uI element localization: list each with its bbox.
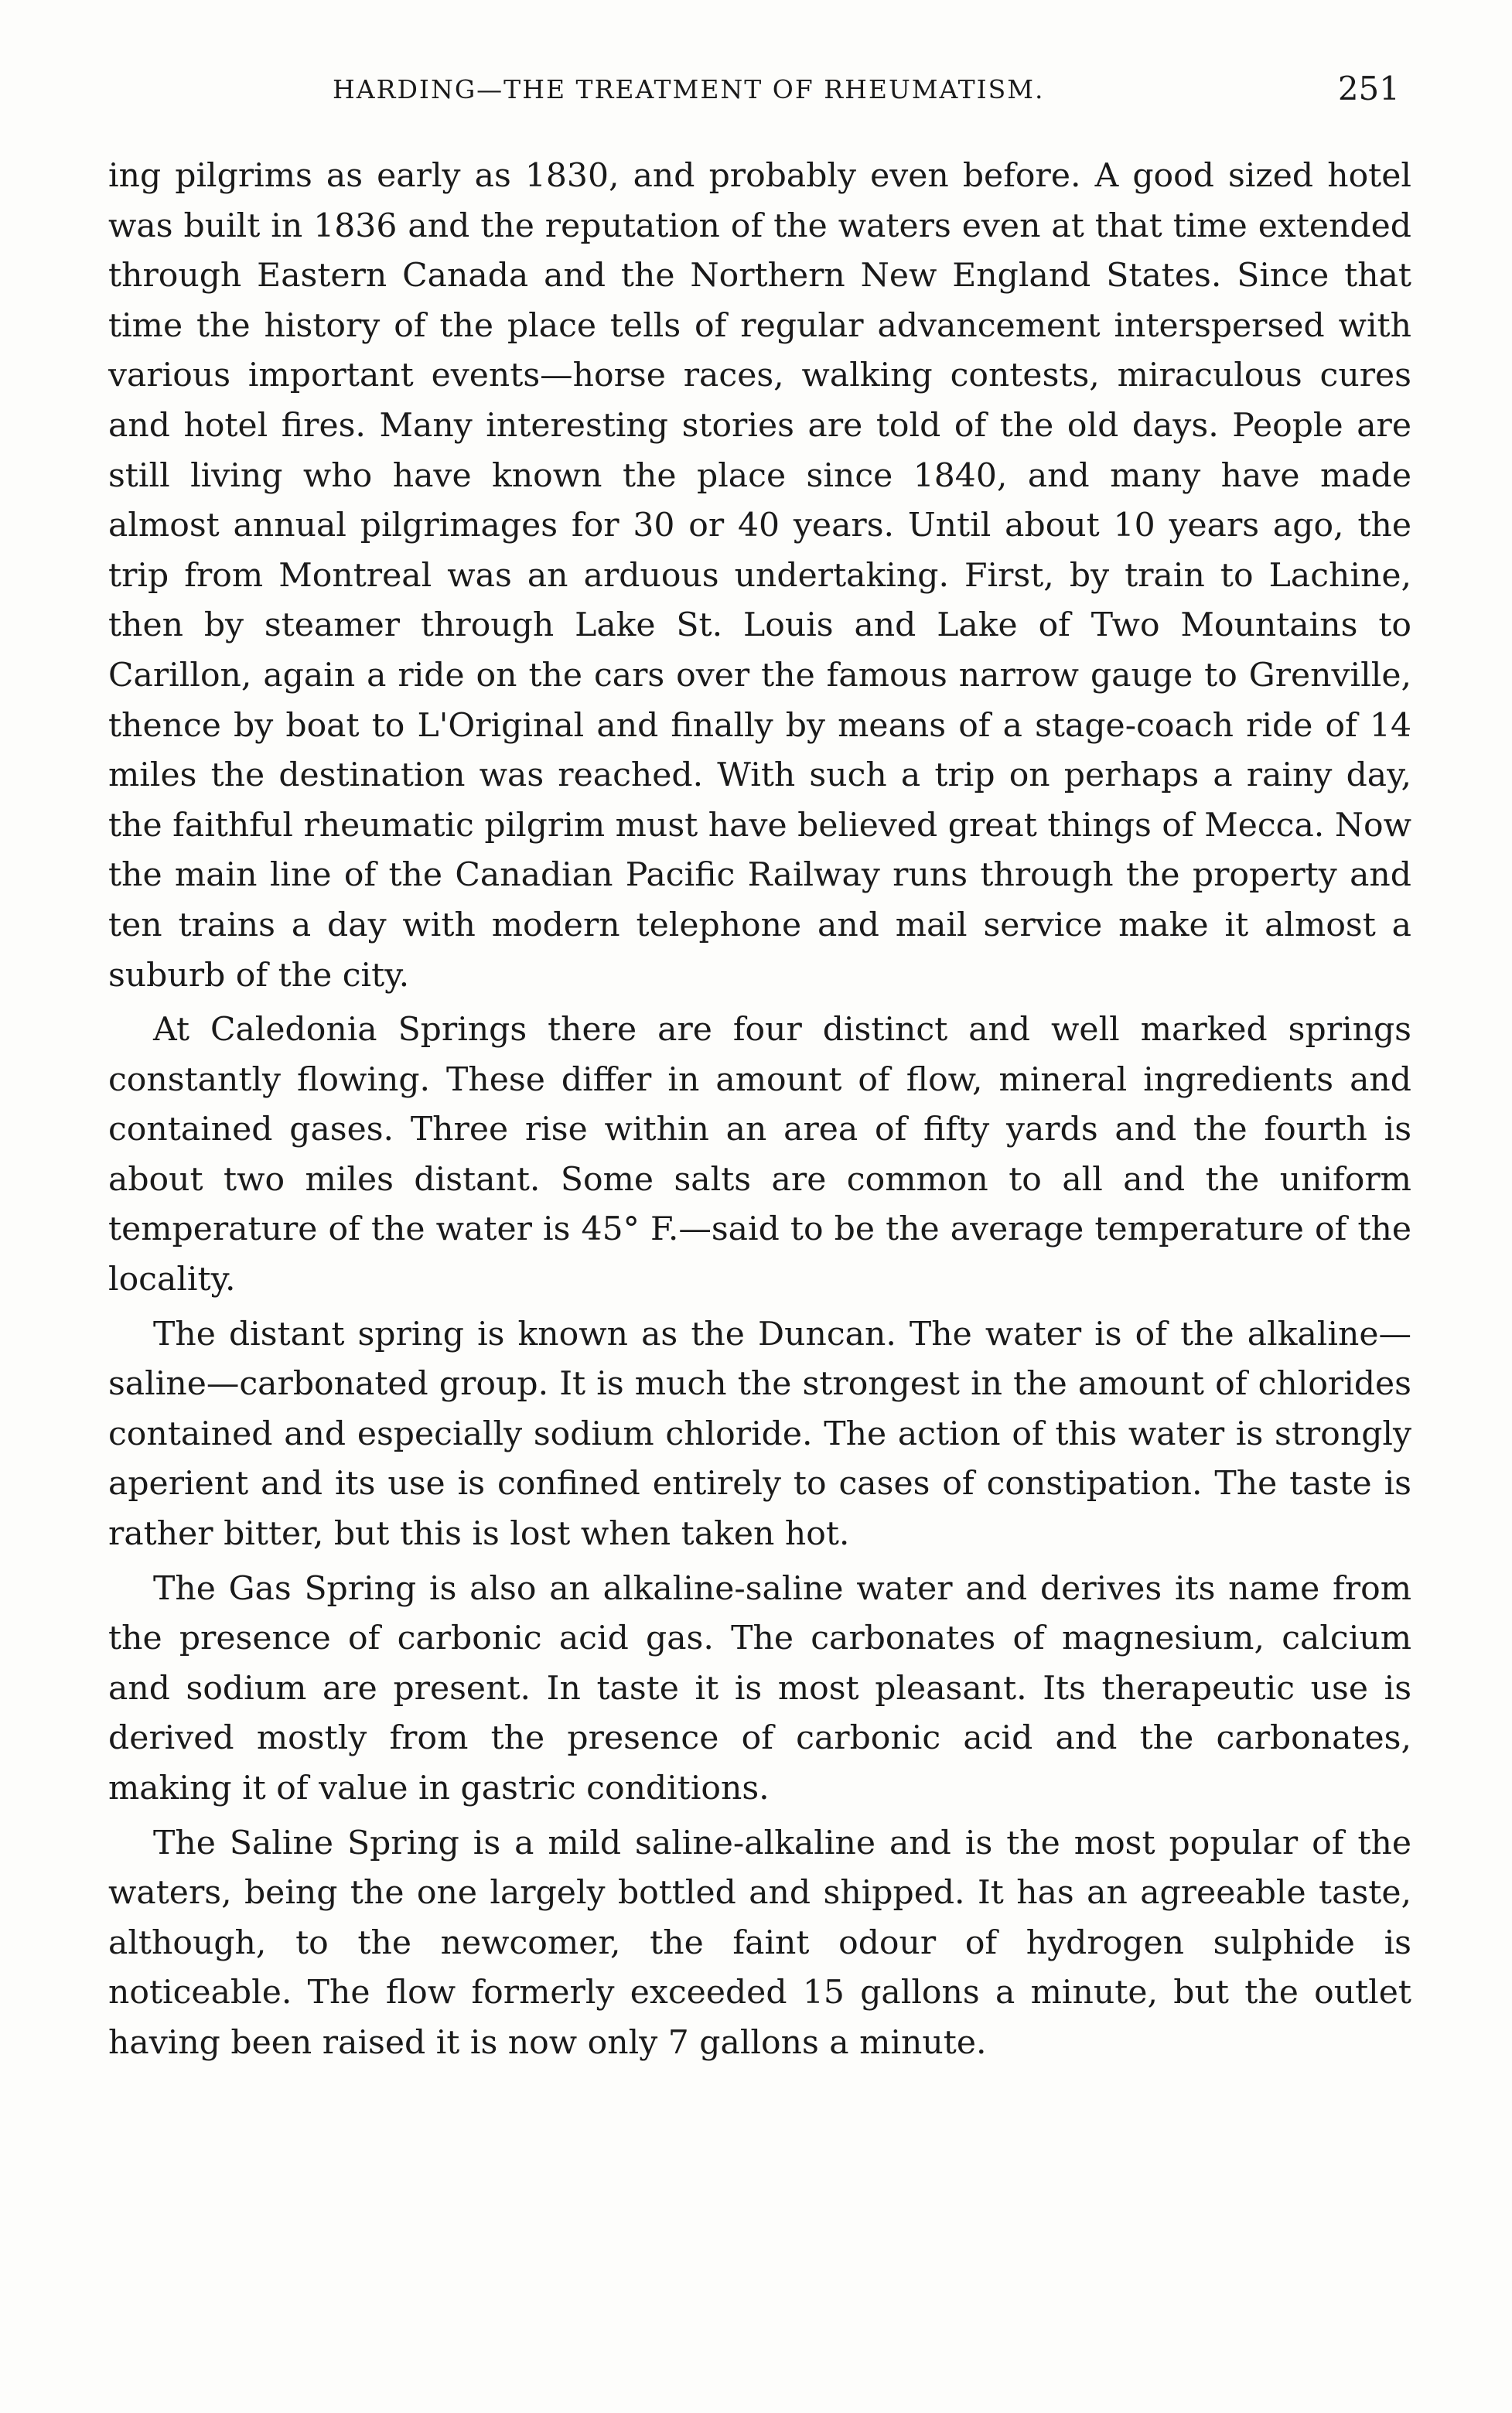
paragraph-saline-spring: The Saline Spring is a mild saline-alkaline and is the most popular of the waters, being the one largely bottled and shipped. It has an agreeable taste, although, to the newcomer, the faint odour of hydrogen sulphide is noticeable. The flow formerly exceeded 15 gallons a minute, but the outlet having been raised it is now only 7 gallons a minute. [108, 1824, 1411, 2062]
paragraph-duncan-spring: The distant spring is known as the Duncan. The water is of the alkaline—saline—carbonated group. It is much the strongest in the amount of chlorides contained and especially sodium chloride. The action of this water is strongly aperient and its use is confined entirely to cases of constipation. The taste is rather bitter, but this is lost when taken hot. [108, 1315, 1411, 1554]
paragraph-caledonia-springs: At Caledonia Springs there are four distinct and well marked springs constantly flowing. These differ in amount of flow, mineral ingredients and contained gases. Three rise within an area of fifty yards and the fourth is about two miles distant. Some salts are common to all and the uniform temperature of the water is 45° F.—said to be the average temperature of the locality. [108, 1011, 1411, 1299]
paragraph-continued: ing pilgrims as early as 1830, and probably even before. A good sized hotel was built in 1836 and the reputation of the waters even at that time extended through Eastern Canada and the Northern New England States. Since that time the history of the place tells of regular advancement interspersed with various important events—horse races, walking contests, miraculous cures and hotel fires. Many interesting stories are told of the old days. People are still living who have known the place since 1840, and many have made almost annual pilgrimages for 30 or 40 years. Until about 10 years ago, the trip from Montreal was an arduous undertaking. First, by train to Lachine, then by steamer through Lake St. Louis and Lake of Two Mountains to Carillon, again a ride on the cars over the famous narrow gauge to Grenville, thence by boat to L'Original and finally by means of a stage-coach ride of 14 miles the destination was reached. With such a trip on perhaps a rainy day, the faithful rheumatic pilgrim must have believed great things of Mecca. Now the main line of the Canadian Pacific Railway runs through the property and ten trains a day with modern telephone and mail service make it almost a suburb of the city. [108, 157, 1411, 995]
running-title: HARDING—THE TREATMENT OF RHEUMATISM. [333, 74, 1045, 104]
paragraph-gas-spring: The Gas Spring is also an alkaline-saline water and derives its name from the presence of carbonic acid gas. The carbonates of magnesium, calcium and sodium are present. In taste it is most pleasant. Its therapeutic use is derived mostly from the presence of carbonic acid and the carbonates, making it of value in gastric conditions. [108, 1569, 1411, 1807]
page-header [108, 70, 1408, 121]
body-text [108, 152, 1411, 2069]
page-number: 251 [1337, 70, 1400, 108]
